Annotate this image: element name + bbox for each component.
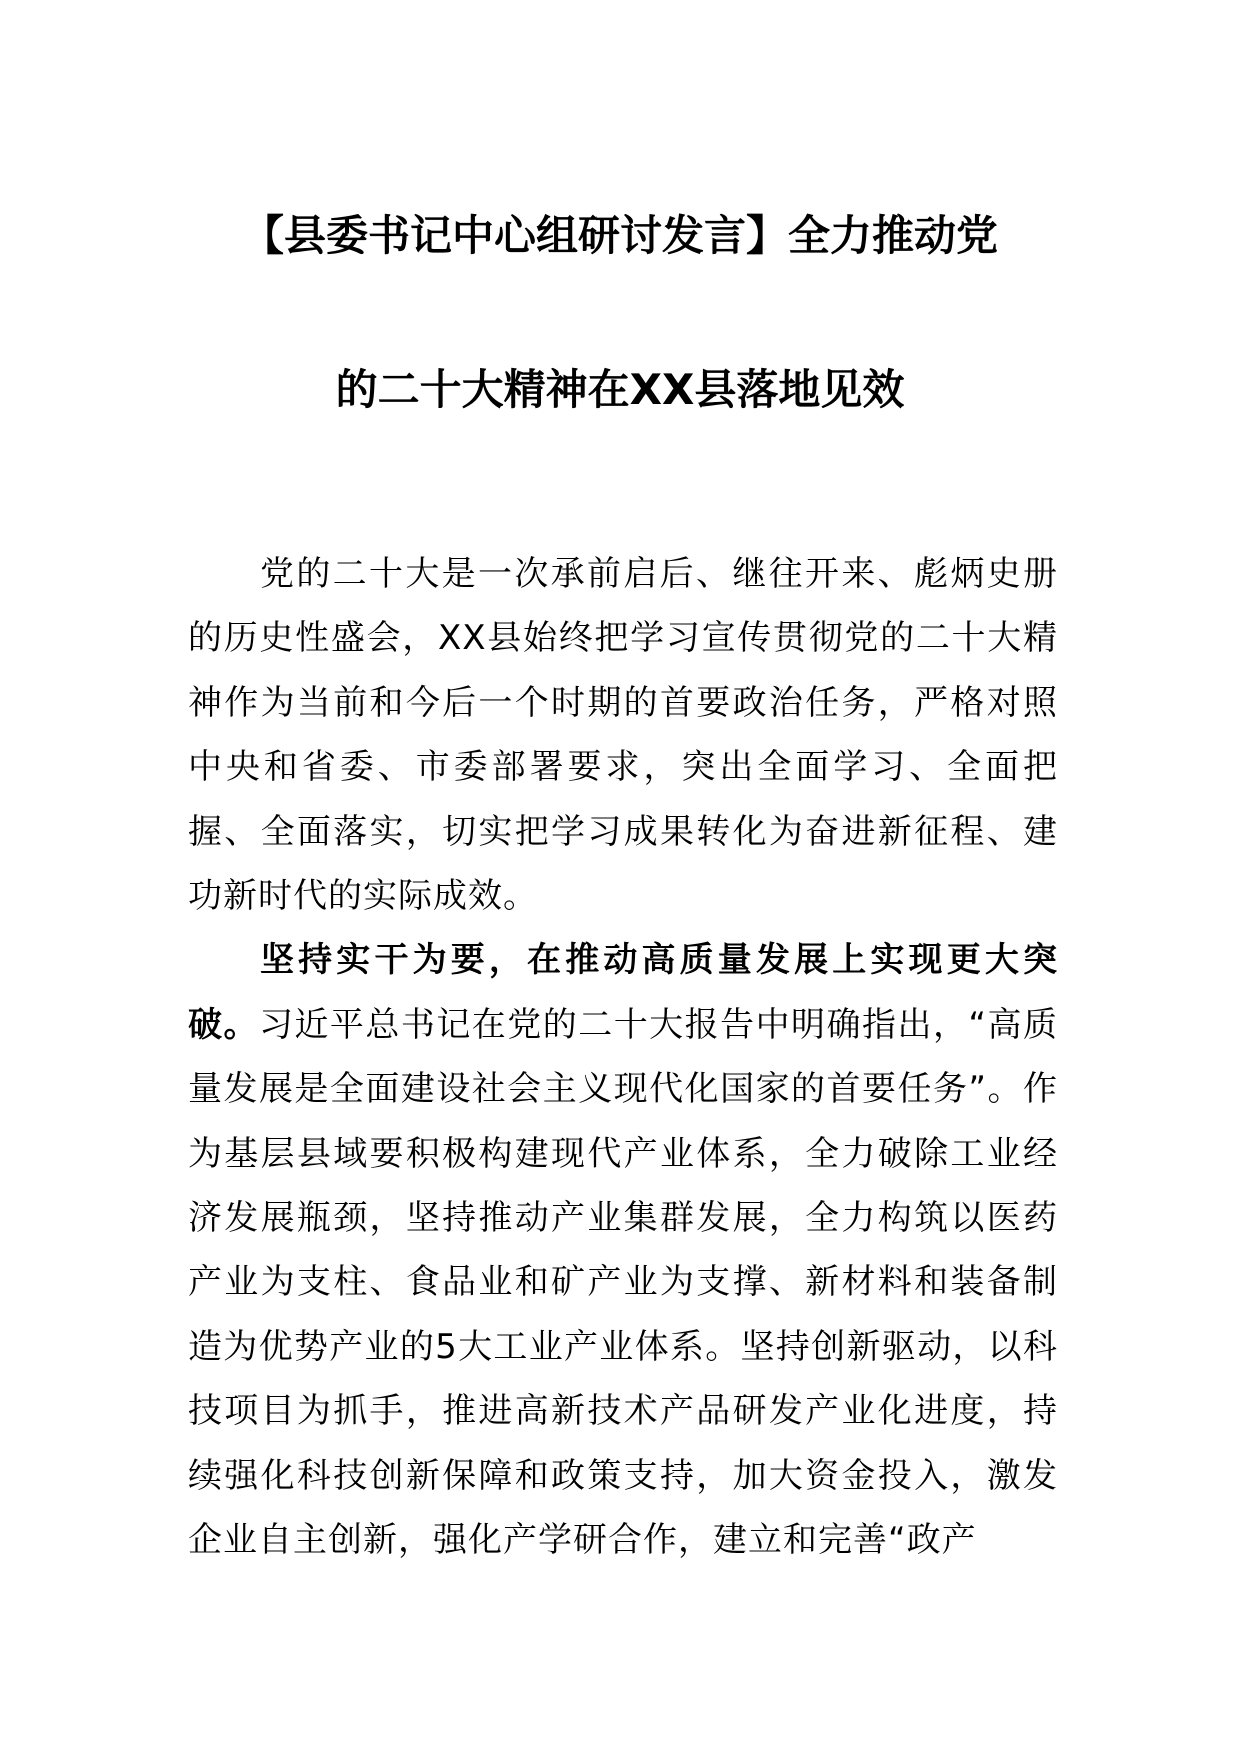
paragraph-2-lead: 坚持实干为要，在推动高质量发展上实现更大突破。 xyxy=(188,940,1058,1045)
paragraph-1 xyxy=(188,542,1058,928)
paragraph-2 xyxy=(188,928,1058,1572)
document-title-line-1: 【县委书记中心组研讨发言】全力推动党 xyxy=(241,211,998,260)
paragraph-1-text: 党的二十大是一次承前启后、继往开来、彪炳史册的历史性盛会，XX县始终把学习宣传贯彻党的二十大精神作为当前和今后一个时期的首要政治任务，严格对照中央和省委、市委部署要求，突出全面学习、全面把握、全面落实，切实把学习成果转化为奋进新征程、建功新时代的实际成效。 xyxy=(188,554,1058,917)
paragraph-2-text: 习近平总书记在党的二十大报告中明确指出，“高质量发展是全面建设社会主义现代化国家的首要任务”。作为基层县域要积极构建现代产业体系，全力破除工业经济发展瓶颈，坚持推动产业集群发展，全力构筑以医药产业为支柱、食品业和矿产业为支撑、新材料和装备制造为优势产业的5大工业产业体系。坚持创新驱动，以科技项目为抓手，推进高新技术产品研发产业化进度，持续强化科技创新保障和政策支持，加大资金投入，激发企业自主创新，强化产学研合作，建立和完善“政产 xyxy=(188,1004,1058,1561)
document-body xyxy=(188,542,1058,1573)
document-title-line-2: 的二十大精神在XX县落地见效 xyxy=(335,365,905,414)
